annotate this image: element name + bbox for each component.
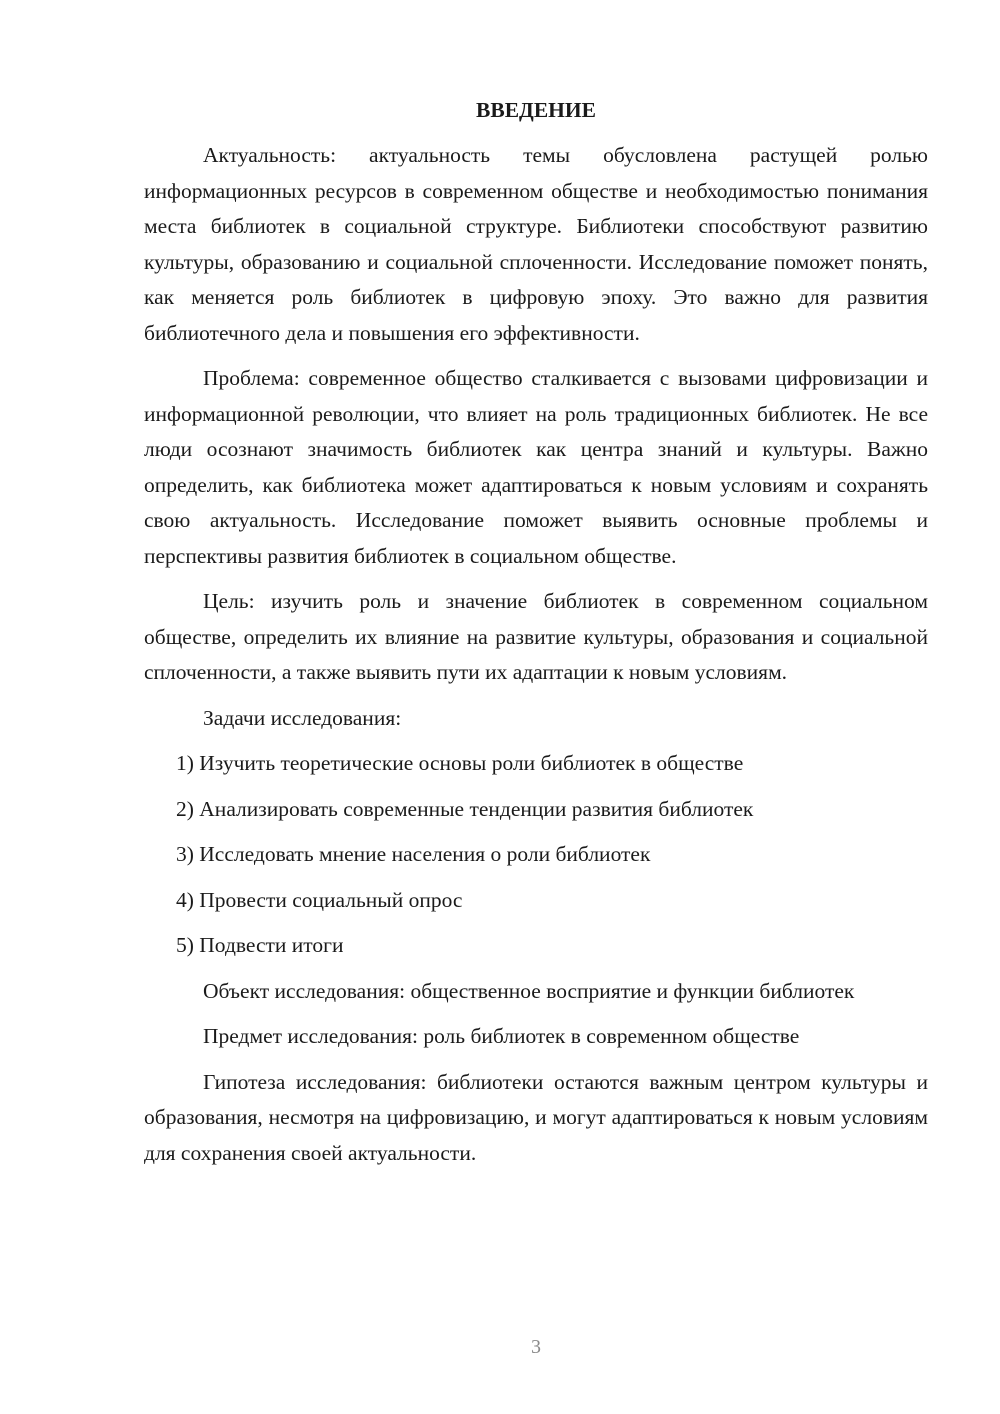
relevance-paragraph: Актуальность: актуальность темы обусловлена растущей ролью информационных ресурсов в современном обществе и необходимостью понимания места библиотек в социальной структуре. Библиотеки способствуют развитию культуры, образованию и социальной сплоченности. Исследование поможет понять, как меняется роль библиотек в цифровую эпоху. Это важно для развития библиотечного дела и повышения его эффективности. [144, 143, 928, 345]
hypothesis-paragraph: Гипотеза исследования: библиотеки остаются важным центром культуры и образования, несмотря на цифровизацию, и могут адаптироваться к новым условиям для сохранения своей актуальности. [144, 1069, 928, 1165]
list-item: 3) Исследовать мнение населения о роли библиотек [176, 842, 651, 866]
list-item: 2) Анализировать современные тенденции развития библиотек [176, 796, 754, 821]
problem-paragraph: Проблема: современное общество сталкивается с вызовами цифровизации и информационной революции, что влияет на роль традиционных библиотек. Не все люди осознают значимость библиотек как центра знаний и культуры. Важно определить, как библиотека может адаптироваться к новым условиям и сохранять свою актуальность. Исследование поможет выявить основные проблемы и перспективы развития библиотек в социальном обществе. [144, 366, 928, 568]
tasks-list [144, 746, 928, 964]
page-content [144, 94, 928, 1181]
subject-paragraph: Предмет исследования: роль библиотек в современном обществе [203, 1024, 800, 1048]
page-title: ВВЕДЕНИЕ [476, 98, 596, 122]
list-item: 1) Изучить теоретические основы роли библиотек в обществе [176, 751, 744, 775]
list-item: 4) Провести социальный опрос [176, 887, 463, 912]
tasks-heading: Задачи исследования: [203, 705, 402, 730]
list-item: 5) Подвести итоги [176, 933, 344, 957]
object-paragraph: Объект исследования: общественное восприятие и функции библиотек [203, 978, 855, 1003]
goal-paragraph: Цель: изучить роль и значение библиотек в современном социальном обществе, определить их влияние на развитие культуры, образования и социальной сплоченности, а также выявить пути их адаптации к новым условиям. [144, 589, 928, 684]
page-number: 3 [531, 1336, 541, 1358]
